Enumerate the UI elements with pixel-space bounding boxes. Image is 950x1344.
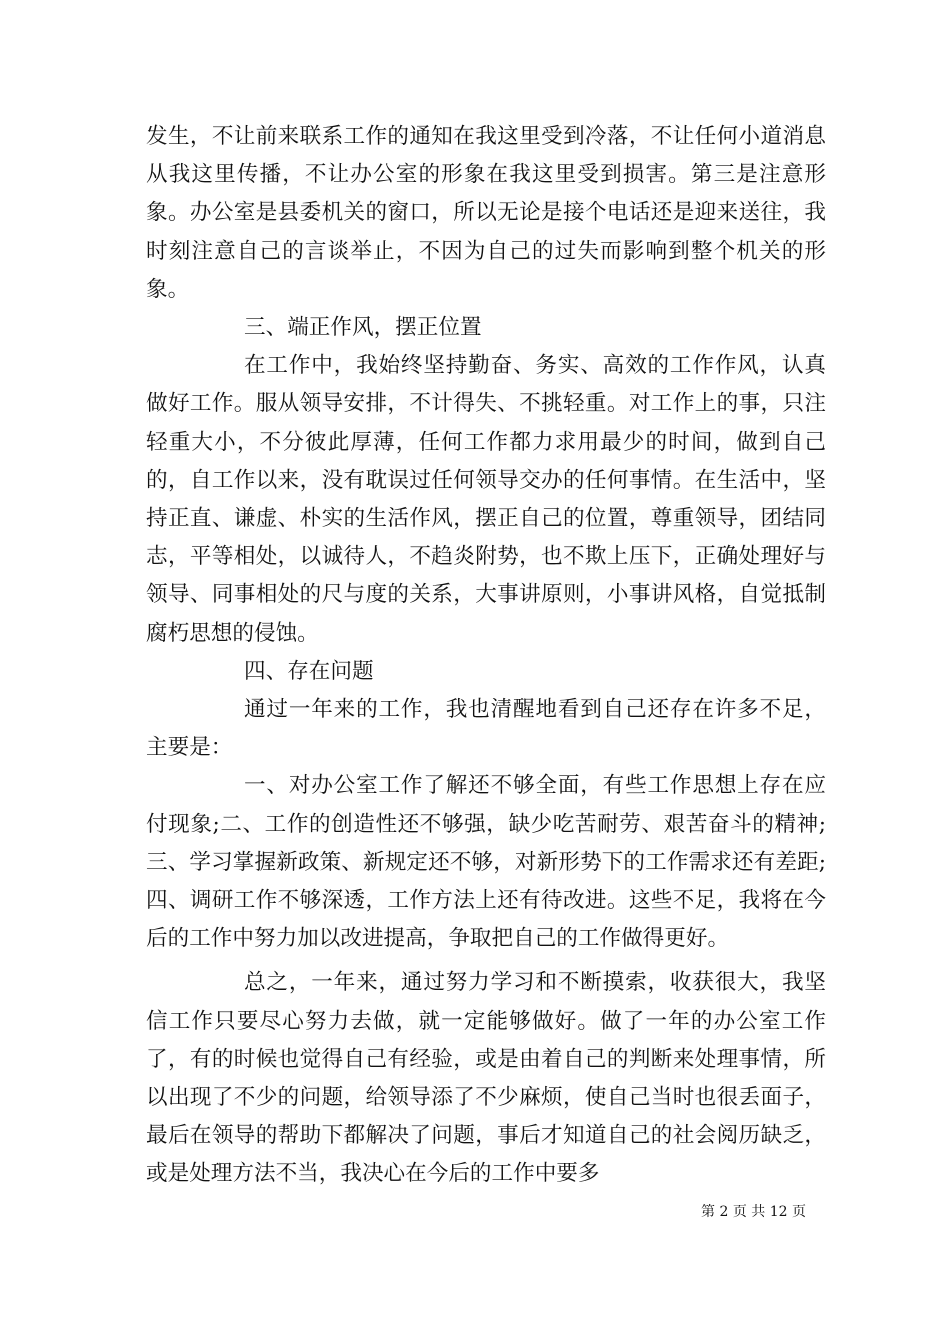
paragraph-conclusion: 总之，一年来，通过努力学习和不断摸索，收获很大，我坚信工作只要尽心努力去做，就一定能够做好。做了一年的办公室工作了，有的时候也觉得自己有经验，或是由着自己的判断来处理事情，所以出现了不少的问题，给领导添了不少麻烦，使自己当时也很丢面子，最后在领导的帮助下都解决了问题，事后才知道自己的社会阅历缺乏，或是处理方法不当，我决心在今后的工作中要多 [146, 970, 826, 1187]
paragraph-work-style: 在工作中，我始终坚持勤奋、务实、高效的工作作风，认真做好工作。服从领导安排，不计得失、不挑轻重。对工作上的事，只注轻重大小，不分彼此厚薄，任何工作都力求用最少的时间，做到自己的，自工作以来，没有耽误过任何领导交办的任何事情。在生活中，坚持正直、谦虚、朴实的生活作风，摆正自己的位置，尊重领导，团结同志，平等相处，以诚待人，不趋炎附势，也不欺上压下，正确处理好与领导、同事相处的尺与度的关系，大事讲原则，小事讲风格，自觉抵制腐朽思想的侵蚀。 [146, 353, 826, 646]
section-heading-four: 四、存在问题 [244, 658, 374, 684]
page-number-footer: 第 2 页 共 12 页 [701, 1204, 806, 1220]
paragraph-shortcomings-intro: 通过一年来的工作，我也清醒地看到自己还存在许多不足，主要是： [146, 697, 826, 761]
document-body [146, 118, 826, 1194]
paragraph-form-continuation: 发生，不让前来联系工作的通知在我这里受到冷落，不让任何小道消息从我这里传播，不让办公室的形象在我这里受到损害。第三是注意形象。办公室是县委机关的窗口，所以无论是接个电话还是迎来送往，我时刻注意自己的言谈举止，不因为自己的过失而影响到整个机关的形象。 [146, 124, 826, 302]
section-heading-three: 三、端正作风，摆正位置 [244, 315, 482, 341]
paragraph-shortcomings-list: 一、对办公室工作了解还不够全面，有些工作思想上存在应付现象;二、工作的创造性还不够强，缺少吃苦耐劳、艰苦奋斗的精神;三、学习掌握新政策、新规定还不够，对新形势下的工作需求还有差距;四、调研工作不够深透，工作方法上还有待改进。这些不足，我将在今后的工作中努力加以改进提高，争取把自己的工作做得更好。 [146, 773, 826, 952]
